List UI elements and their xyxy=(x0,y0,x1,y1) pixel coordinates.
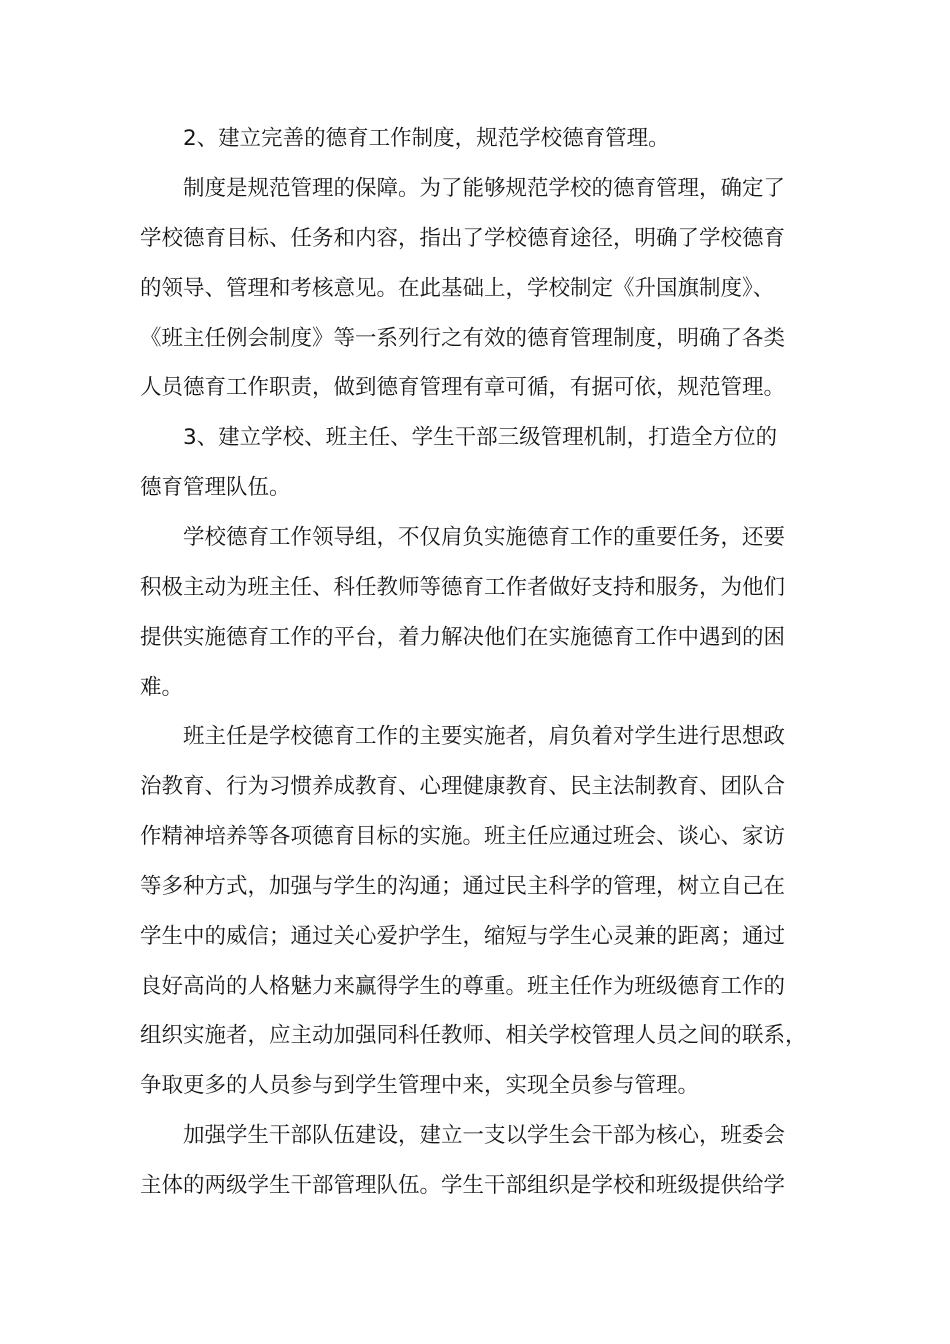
paragraph-line: 争取更多的人员参与到学生管理中来，实现全员参与管理。 xyxy=(140,1073,700,1098)
paragraph-line: 等多种方式，加强与学生的沟通；通过民主科学的管理，树立自己在 xyxy=(140,874,786,899)
section-heading-2: 2、建立完善的德育工作制度，规范学校德育管理。 xyxy=(183,126,670,151)
paragraph-line: 提供实施德育工作的平台，着力解决他们在实施德育工作中遇到的困 xyxy=(140,625,786,650)
paragraph-line: 学校德育目标、任务和内容，指出了学校德育途径，明确了学校德育 xyxy=(140,226,786,251)
paragraph-line: 积极主动为班主任、科任教师等德育工作者做好支持和服务，为他们 xyxy=(140,575,786,600)
section-heading-3: 3、建立学校、班主任、学生干部三级管理机制，打造全方位的 xyxy=(183,425,778,450)
section-heading-3-cont: 德育管理队伍。 xyxy=(140,475,291,500)
paragraph-line: 学校德育工作领导组，不仅肩负实施德育工作的重要任务，还要 xyxy=(183,525,786,550)
paragraph-line: 人员德育工作职责，做到德育管理有章可循，有据可依，规范管理。 xyxy=(140,375,786,400)
paragraph-line: 难。 xyxy=(140,675,184,700)
paragraph-line: 治教育、行为习惯养成教育、心理健康教育、民主法制教育、团队合 xyxy=(140,774,786,799)
paragraph-line: 《班主任例会制度》等一系列行之有效的德育管理制度，明确了各类 xyxy=(140,326,786,351)
paragraph-line: 组织实施者，应主动加强同科任教师、相关学校管理人员之间的联系， xyxy=(140,1023,807,1048)
paragraph-line: 学生中的威信；通过关心爱护学生，缩短与学生心灵兼的距离；通过 xyxy=(140,924,786,949)
paragraph-line: 的领导、管理和考核意见。在此基础上，学校制定《升国旗制度》、 xyxy=(140,276,775,301)
paragraph-line: 制度是规范管理的保障。为了能够规范学校的德育管理，确定了 xyxy=(183,176,786,201)
paragraph-line: 主体的两级学生干部管理队伍。学生干部组织是学校和班级提供给学 xyxy=(140,1173,786,1198)
paragraph-line: 良好高尚的人格魅力来赢得学生的尊重。班主任作为班级德育工作的 xyxy=(140,974,786,999)
paragraph-line: 加强学生干部队伍建设，建立一支以学生会干部为核心，班委会 xyxy=(183,1123,786,1148)
paragraph-line: 班主任是学校德育工作的主要实施者，肩负着对学生进行思想政 xyxy=(183,724,786,749)
paragraph-line: 作精神培养等各项德育目标的实施。班主任应通过班会、谈心、家访 xyxy=(140,824,786,849)
